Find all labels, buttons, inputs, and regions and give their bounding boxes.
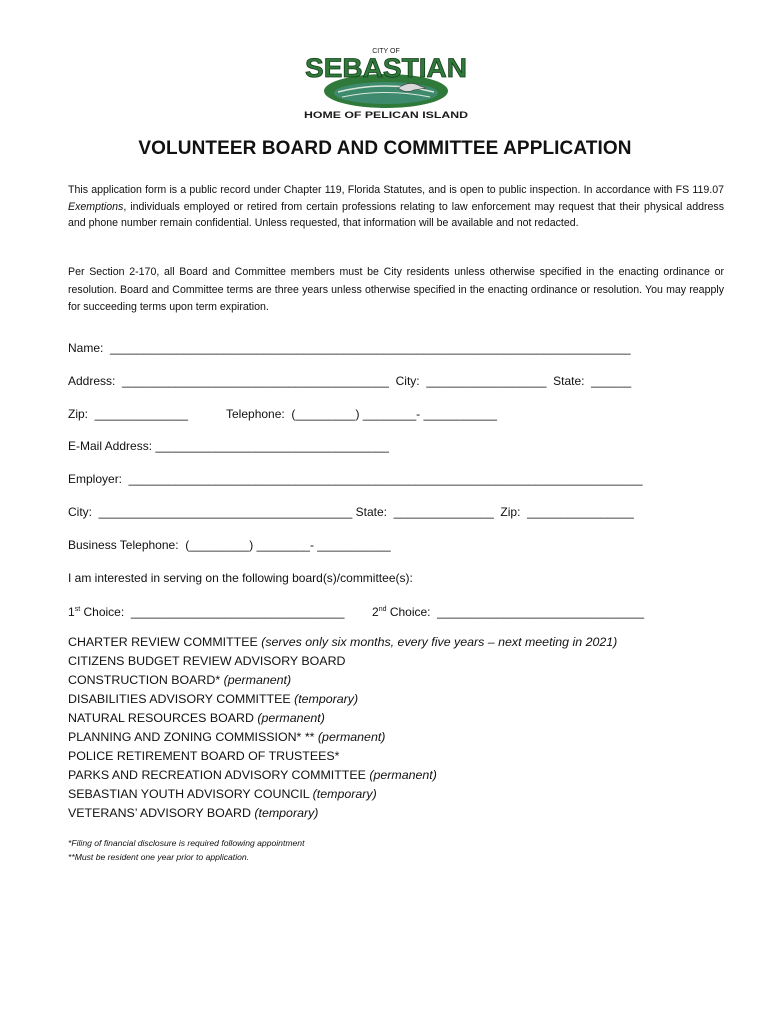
employer-city-state-zip-field[interactable]: City: ______________________________________ State: _______________ Zip: ________________	[68, 505, 634, 519]
business-telephone-field[interactable]: Business Telephone: (_________) ________- ___________	[68, 538, 391, 552]
list-item: PARKS AND RECREATION ADVISORY COMMITTEE (permanent)	[68, 768, 437, 782]
boards-list	[68, 633, 617, 823]
second-choice-field[interactable]: 2nd Choice: _______________________________	[372, 605, 645, 619]
list-item: POLICE RETIREMENT BOARD OF TRUSTEES*	[68, 749, 340, 763]
list-item: PLANNING AND ZONING COMMISSION* ** (permanent)	[68, 730, 386, 744]
intro-paragraph-public-record: This application form is a public record under Chapter 119, Florida Statutes, and is open to public inspection. In accordance with FS 119.07 Exemptions, individuals employed or retired from certain professions relating to law enforcement may request that their physical address and phone number remain confidential. Unless requested, that information will be available and not redacted.	[68, 184, 724, 229]
list-item: CHARTER REVIEW COMMITTEE (serves only six months, every five years – next meeting in 2021)	[68, 635, 618, 649]
footnotes	[68, 837, 304, 864]
list-item: CONSTRUCTION BOARD* (permanent)	[68, 673, 292, 687]
logo-tagline: HOME OF PELICAN ISLAND	[304, 110, 469, 121]
intro-paragraph-residency: Per Section 2-170, all Board and Committee members must be City residents unless otherwise specified in the enacting ordinance or resolution. Board and Committee terms are three years unless otherwise specified in the enacting ordinance or resolution. You may reapply for succeeding terms upon term expiration.	[68, 266, 724, 313]
list-item: VETERANS’ ADVISORY BOARD (temporary)	[68, 806, 319, 820]
logo-city-of: CITY OF	[372, 48, 400, 55]
logo-name: SEBASTIAN	[305, 53, 467, 83]
footnote-residency: **Must be resident one year prior to application.	[68, 851, 250, 862]
telephone-field[interactable]: Telephone: (_________) ________- ___________	[226, 407, 497, 421]
interest-statement: I am interested in serving on the following board(s)/committee(s):	[68, 571, 413, 585]
list-item: CITIZENS BUDGET REVIEW ADVISORY BOARD	[68, 654, 346, 668]
address-city-state-field[interactable]: Address: ________________________________________ City: __________________ State: ______	[68, 374, 632, 388]
list-item: DISABILITIES ADVISORY COMMITTEE (temporary)	[68, 692, 359, 706]
first-choice-field[interactable]: 1st Choice: ________________________________	[68, 605, 345, 619]
city-of-sebastian-logo	[298, 44, 474, 122]
footnote-financial-disclosure: *Filing of financial disclosure is required following appointment	[68, 838, 305, 848]
list-item: SEBASTIAN YOUTH ADVISORY COUNCIL (temporary)	[68, 787, 377, 801]
page-title: VOLUNTEER BOARD AND COMMITTEE APPLICATION	[138, 138, 632, 159]
employer-field[interactable]: Employer: _____________________________________________________________________________	[68, 472, 643, 486]
name-field[interactable]: Name: ______________________________________________________________________________	[68, 341, 631, 355]
list-item: NATURAL RESOURCES BOARD (permanent)	[68, 711, 325, 725]
email-field[interactable]: E-Mail Address: ___________________________________	[68, 439, 389, 453]
zip-field[interactable]: Zip: ______________	[68, 407, 189, 421]
